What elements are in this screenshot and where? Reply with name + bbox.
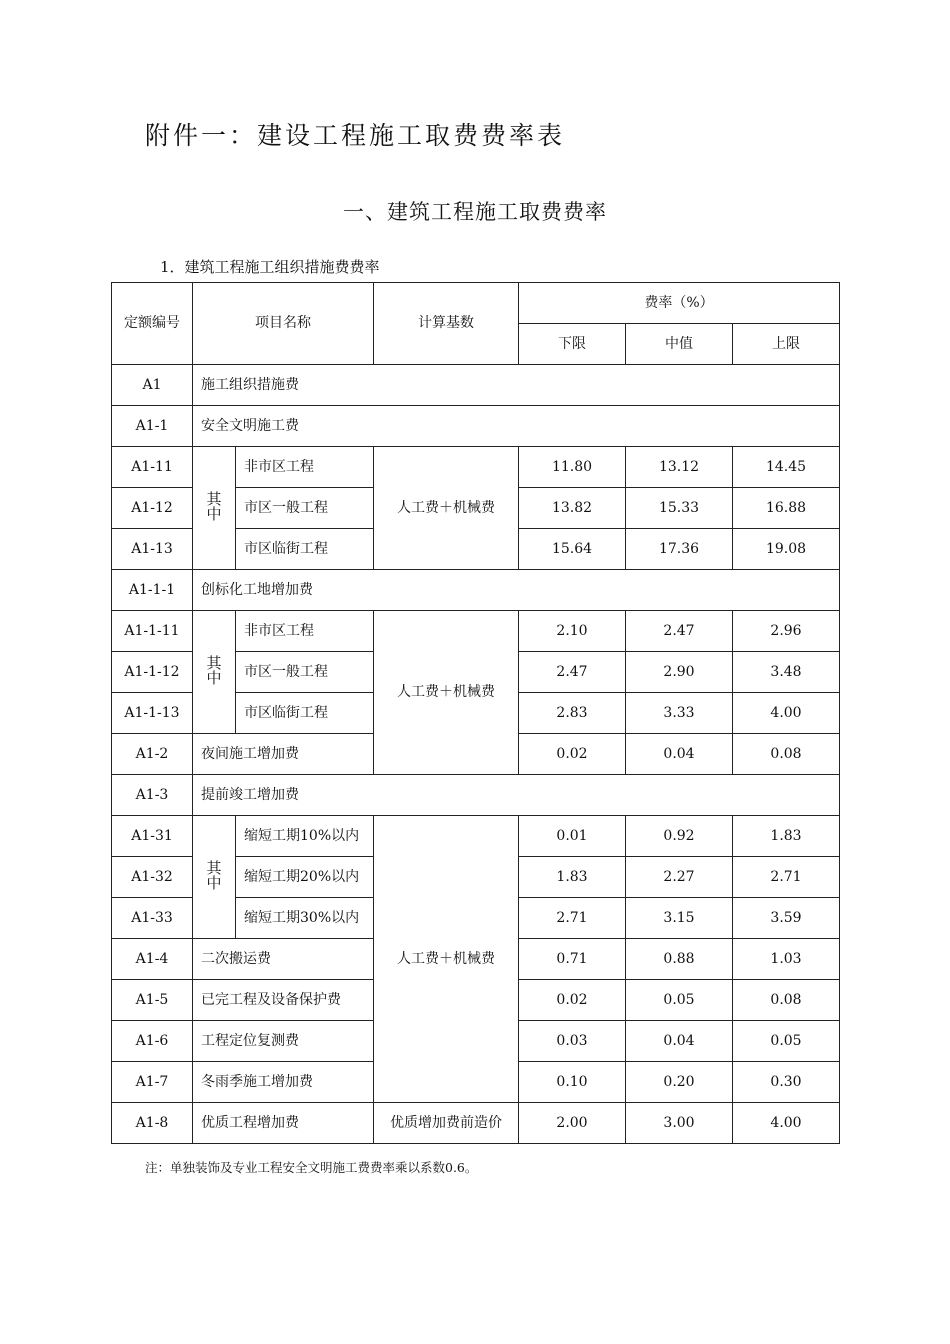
rate-mid: 0.20 <box>626 1062 733 1103</box>
rate-high: 1.03 <box>733 939 840 980</box>
row-base: 人工费＋机械费 <box>374 611 519 775</box>
table-row <box>112 447 840 488</box>
row-code: A1-11 <box>112 447 193 488</box>
row-name: 缩短工期10%以内 <box>236 816 374 857</box>
rate-low: 2.10 <box>519 611 626 652</box>
rate-high: 16.88 <box>733 488 840 529</box>
row-code: A1-31 <box>112 816 193 857</box>
row-name: 缩短工期30%以内 <box>236 898 374 939</box>
rate-low: 0.71 <box>519 939 626 980</box>
row-name: 非市区工程 <box>236 611 374 652</box>
rate-high: 0.30 <box>733 1062 840 1103</box>
row-code: A1-1 <box>112 406 193 447</box>
row-code: A1-12 <box>112 488 193 529</box>
row-code: A1-5 <box>112 980 193 1021</box>
rate-mid: 0.88 <box>626 939 733 980</box>
qizhong-char: 其 <box>206 653 222 672</box>
header-low: 下限 <box>519 324 626 365</box>
row-code: A1 <box>112 365 193 406</box>
row-code: A1-4 <box>112 939 193 980</box>
row-code: A1-13 <box>112 529 193 570</box>
row-code: A1-33 <box>112 898 193 939</box>
rate-low: 0.02 <box>519 734 626 775</box>
rate-low: 0.01 <box>519 816 626 857</box>
header-code: 定额编号 <box>112 283 193 365</box>
rate-high: 0.08 <box>733 980 840 1021</box>
rate-high: 0.08 <box>733 734 840 775</box>
rate-mid: 0.92 <box>626 816 733 857</box>
header-name: 项目名称 <box>193 283 374 365</box>
rate-low: 1.83 <box>519 857 626 898</box>
qizhong-label <box>193 816 236 939</box>
fee-rate-table <box>111 282 840 1144</box>
table-row <box>112 365 840 406</box>
rate-high: 3.48 <box>733 652 840 693</box>
table-row <box>112 816 840 857</box>
table-row <box>112 570 840 611</box>
rate-mid: 2.27 <box>626 857 733 898</box>
rate-mid: 3.15 <box>626 898 733 939</box>
header-mid: 中值 <box>626 324 733 365</box>
qizhong-char: 其 <box>206 489 222 508</box>
qizhong-label <box>193 447 236 570</box>
rate-mid: 13.12 <box>626 447 733 488</box>
table-row <box>112 611 840 652</box>
rate-low: 0.02 <box>519 980 626 1021</box>
table-footnote: 注：单独装饰及专业工程安全文明施工费费率乘以系数0.6。 <box>145 1160 478 1175</box>
subsection-title: 1．建筑工程施工组织措施费费率 <box>160 258 380 276</box>
row-code: A1-3 <box>112 775 193 816</box>
rate-high: 0.05 <box>733 1021 840 1062</box>
row-name: 工程定位复测费 <box>193 1021 374 1062</box>
row-name: 施工组织措施费 <box>193 365 840 406</box>
row-code: A1-1-1 <box>112 570 193 611</box>
qizhong-char: 其 <box>206 858 222 877</box>
row-name: 二次搬运费 <box>193 939 374 980</box>
row-name: 优质工程增加费 <box>193 1103 374 1144</box>
rate-low: 2.00 <box>519 1103 626 1144</box>
header-high: 上限 <box>733 324 840 365</box>
header-row <box>112 283 840 324</box>
rate-low: 2.47 <box>519 652 626 693</box>
header-base: 计算基数 <box>374 283 519 365</box>
rate-low: 0.03 <box>519 1021 626 1062</box>
section-title: 一、建筑工程施工取费费率 <box>343 200 607 224</box>
rate-mid: 0.04 <box>626 1021 733 1062</box>
qizhong-char: 中 <box>206 505 222 524</box>
row-code: A1-7 <box>112 1062 193 1103</box>
rate-high: 14.45 <box>733 447 840 488</box>
header-rate: 费率（%） <box>519 283 840 324</box>
row-name: 市区临街工程 <box>236 529 374 570</box>
row-code: A1-1-11 <box>112 611 193 652</box>
rate-mid: 0.05 <box>626 980 733 1021</box>
rate-high: 1.83 <box>733 816 840 857</box>
table-row <box>112 406 840 447</box>
rate-mid: 3.33 <box>626 693 733 734</box>
row-name: 市区一般工程 <box>236 652 374 693</box>
row-base: 人工费＋机械费 <box>374 447 519 570</box>
row-code: A1-2 <box>112 734 193 775</box>
rate-mid: 15.33 <box>626 488 733 529</box>
rate-low: 2.71 <box>519 898 626 939</box>
rate-mid: 2.47 <box>626 611 733 652</box>
row-name: 创标化工地增加费 <box>193 570 840 611</box>
rate-low: 0.10 <box>519 1062 626 1103</box>
row-name: 非市区工程 <box>236 447 374 488</box>
row-name: 市区一般工程 <box>236 488 374 529</box>
row-base: 人工费＋机械费 <box>374 816 519 1103</box>
row-name: 已完工程及设备保护费 <box>193 980 374 1021</box>
qizhong-char: 中 <box>206 669 222 688</box>
rate-high: 2.96 <box>733 611 840 652</box>
row-code: A1-1-13 <box>112 693 193 734</box>
rate-low: 15.64 <box>519 529 626 570</box>
rate-high: 4.00 <box>733 1103 840 1144</box>
row-code: A1-8 <box>112 1103 193 1144</box>
qizhong-char: 中 <box>206 874 222 893</box>
rate-mid: 3.00 <box>626 1103 733 1144</box>
rate-mid: 0.04 <box>626 734 733 775</box>
rate-low: 11.80 <box>519 447 626 488</box>
row-name: 提前竣工增加费 <box>193 775 840 816</box>
document-title: 附件一：建设工程施工取费费率表 <box>145 121 566 150</box>
rate-high: 4.00 <box>733 693 840 734</box>
row-name: 缩短工期20%以内 <box>236 857 374 898</box>
rate-low: 2.83 <box>519 693 626 734</box>
row-name: 市区临街工程 <box>236 693 374 734</box>
rate-high: 19.08 <box>733 529 840 570</box>
row-code: A1-32 <box>112 857 193 898</box>
row-base: 优质增加费前造价 <box>374 1103 519 1144</box>
rate-mid: 2.90 <box>626 652 733 693</box>
table-row <box>112 775 840 816</box>
row-name: 冬雨季施工增加费 <box>193 1062 374 1103</box>
row-code: A1-1-12 <box>112 652 193 693</box>
rate-low: 13.82 <box>519 488 626 529</box>
rate-high: 3.59 <box>733 898 840 939</box>
row-code: A1-6 <box>112 1021 193 1062</box>
rate-high: 2.71 <box>733 857 840 898</box>
qizhong-label <box>193 611 236 734</box>
table-row <box>112 1103 840 1144</box>
row-name: 夜间施工增加费 <box>193 734 374 775</box>
row-name: 安全文明施工费 <box>193 406 840 447</box>
rate-mid: 17.36 <box>626 529 733 570</box>
